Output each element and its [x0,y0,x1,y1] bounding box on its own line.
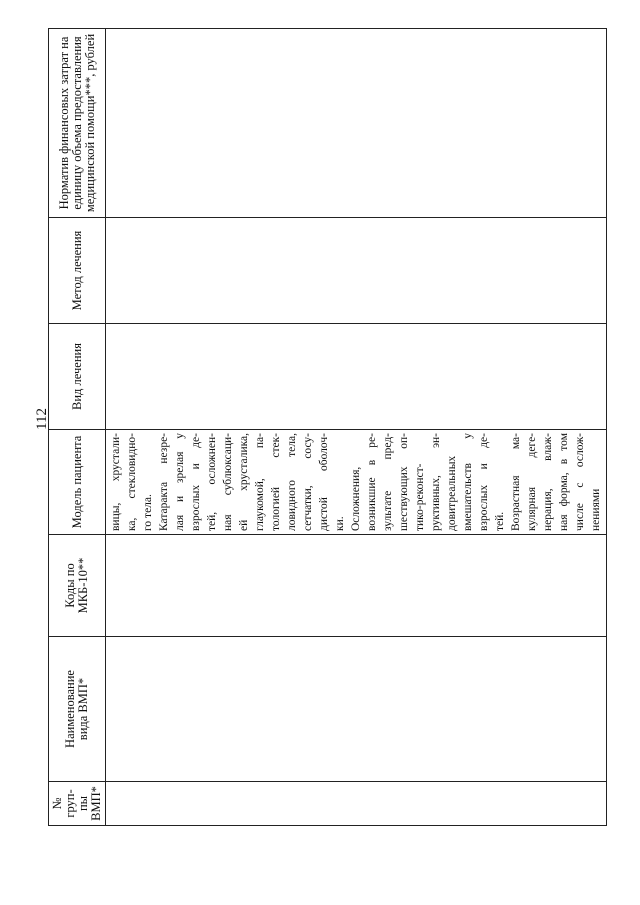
rotated-table-container [48,29,602,826]
patient-model-line: дистой оболоч- [318,433,330,531]
patient-model-line: ка, стекловидно- [126,433,138,531]
patient-model-line: числе с ослож- [574,433,586,531]
patient-model-line: зультате пред- [382,433,394,531]
patient-model-line: тей. [494,511,506,531]
patient-model-text [108,433,604,531]
table-header-row [49,29,106,826]
patient-model-line: тологией стек- [270,433,282,531]
patient-model-line: вицы, хрустали- [110,433,122,531]
patient-model-line: взрослых и де- [190,433,202,531]
header-treatment-method: Метод лечения [49,218,106,324]
cell-icd-codes [106,535,607,637]
patient-model-line: нениями [590,488,602,531]
patient-model-line: довитреальных [446,455,458,531]
header-patient-model: Модель пациента [49,430,106,535]
header-icd-codes: Коды по МКБ-10** [49,535,106,637]
patient-model-line: глаукомой, па- [254,433,266,531]
patient-model-line: ки. [334,516,346,531]
patient-model-line: ная форма, в том [558,433,570,531]
patient-model-line: возникшие в ре- [366,433,378,531]
patient-model-line: Осложнения, [350,466,362,531]
cell-cost-norm [106,29,607,218]
patient-model-line: вмешательств у [462,433,474,531]
cell-group-number [106,782,607,826]
cell-treatment-kind [106,324,607,430]
patient-model-line: лая и зрелая у [174,433,186,531]
patient-model-line: взрослых и де- [478,433,490,531]
page-number: 112 [34,408,50,430]
patient-model-line: сетчатки, сосу- [302,433,314,531]
cell-vmp-name [106,637,607,782]
header-treatment-kind: Вид лечения [49,324,106,430]
patient-model-line: ная сублюксаци- [222,433,234,531]
patient-model-line: руктивных, эн- [430,433,442,531]
patient-model-line: нерация, влаж- [542,433,554,531]
patient-model-line: шествующих оп- [398,433,410,531]
patient-model-line: ей хрусталика, [238,433,250,531]
cell-patient-model [106,430,607,535]
header-group-number: № груп- пы ВМП* [49,782,106,826]
patient-model-line: го тела. [142,494,154,531]
patient-model-line: кулярная деге- [526,433,538,531]
header-cost-norm: Норматив финансовых затрат на единицу объема предоставления медицинской помощи***, рублей [49,29,106,218]
table-row [106,29,607,826]
patient-model-line: Возрастная ма- [510,433,522,531]
patient-model-line: ловидного тела, [286,433,298,531]
patient-model-line: тей, осложнен- [206,433,218,531]
vmp-table [48,28,607,826]
patient-model-line: тико-реконст- [414,463,426,531]
header-vmp-name: Наименование вида ВМП* [49,637,106,782]
cell-treatment-method [106,218,607,324]
patient-model-line: Катаракта незре- [158,433,170,531]
